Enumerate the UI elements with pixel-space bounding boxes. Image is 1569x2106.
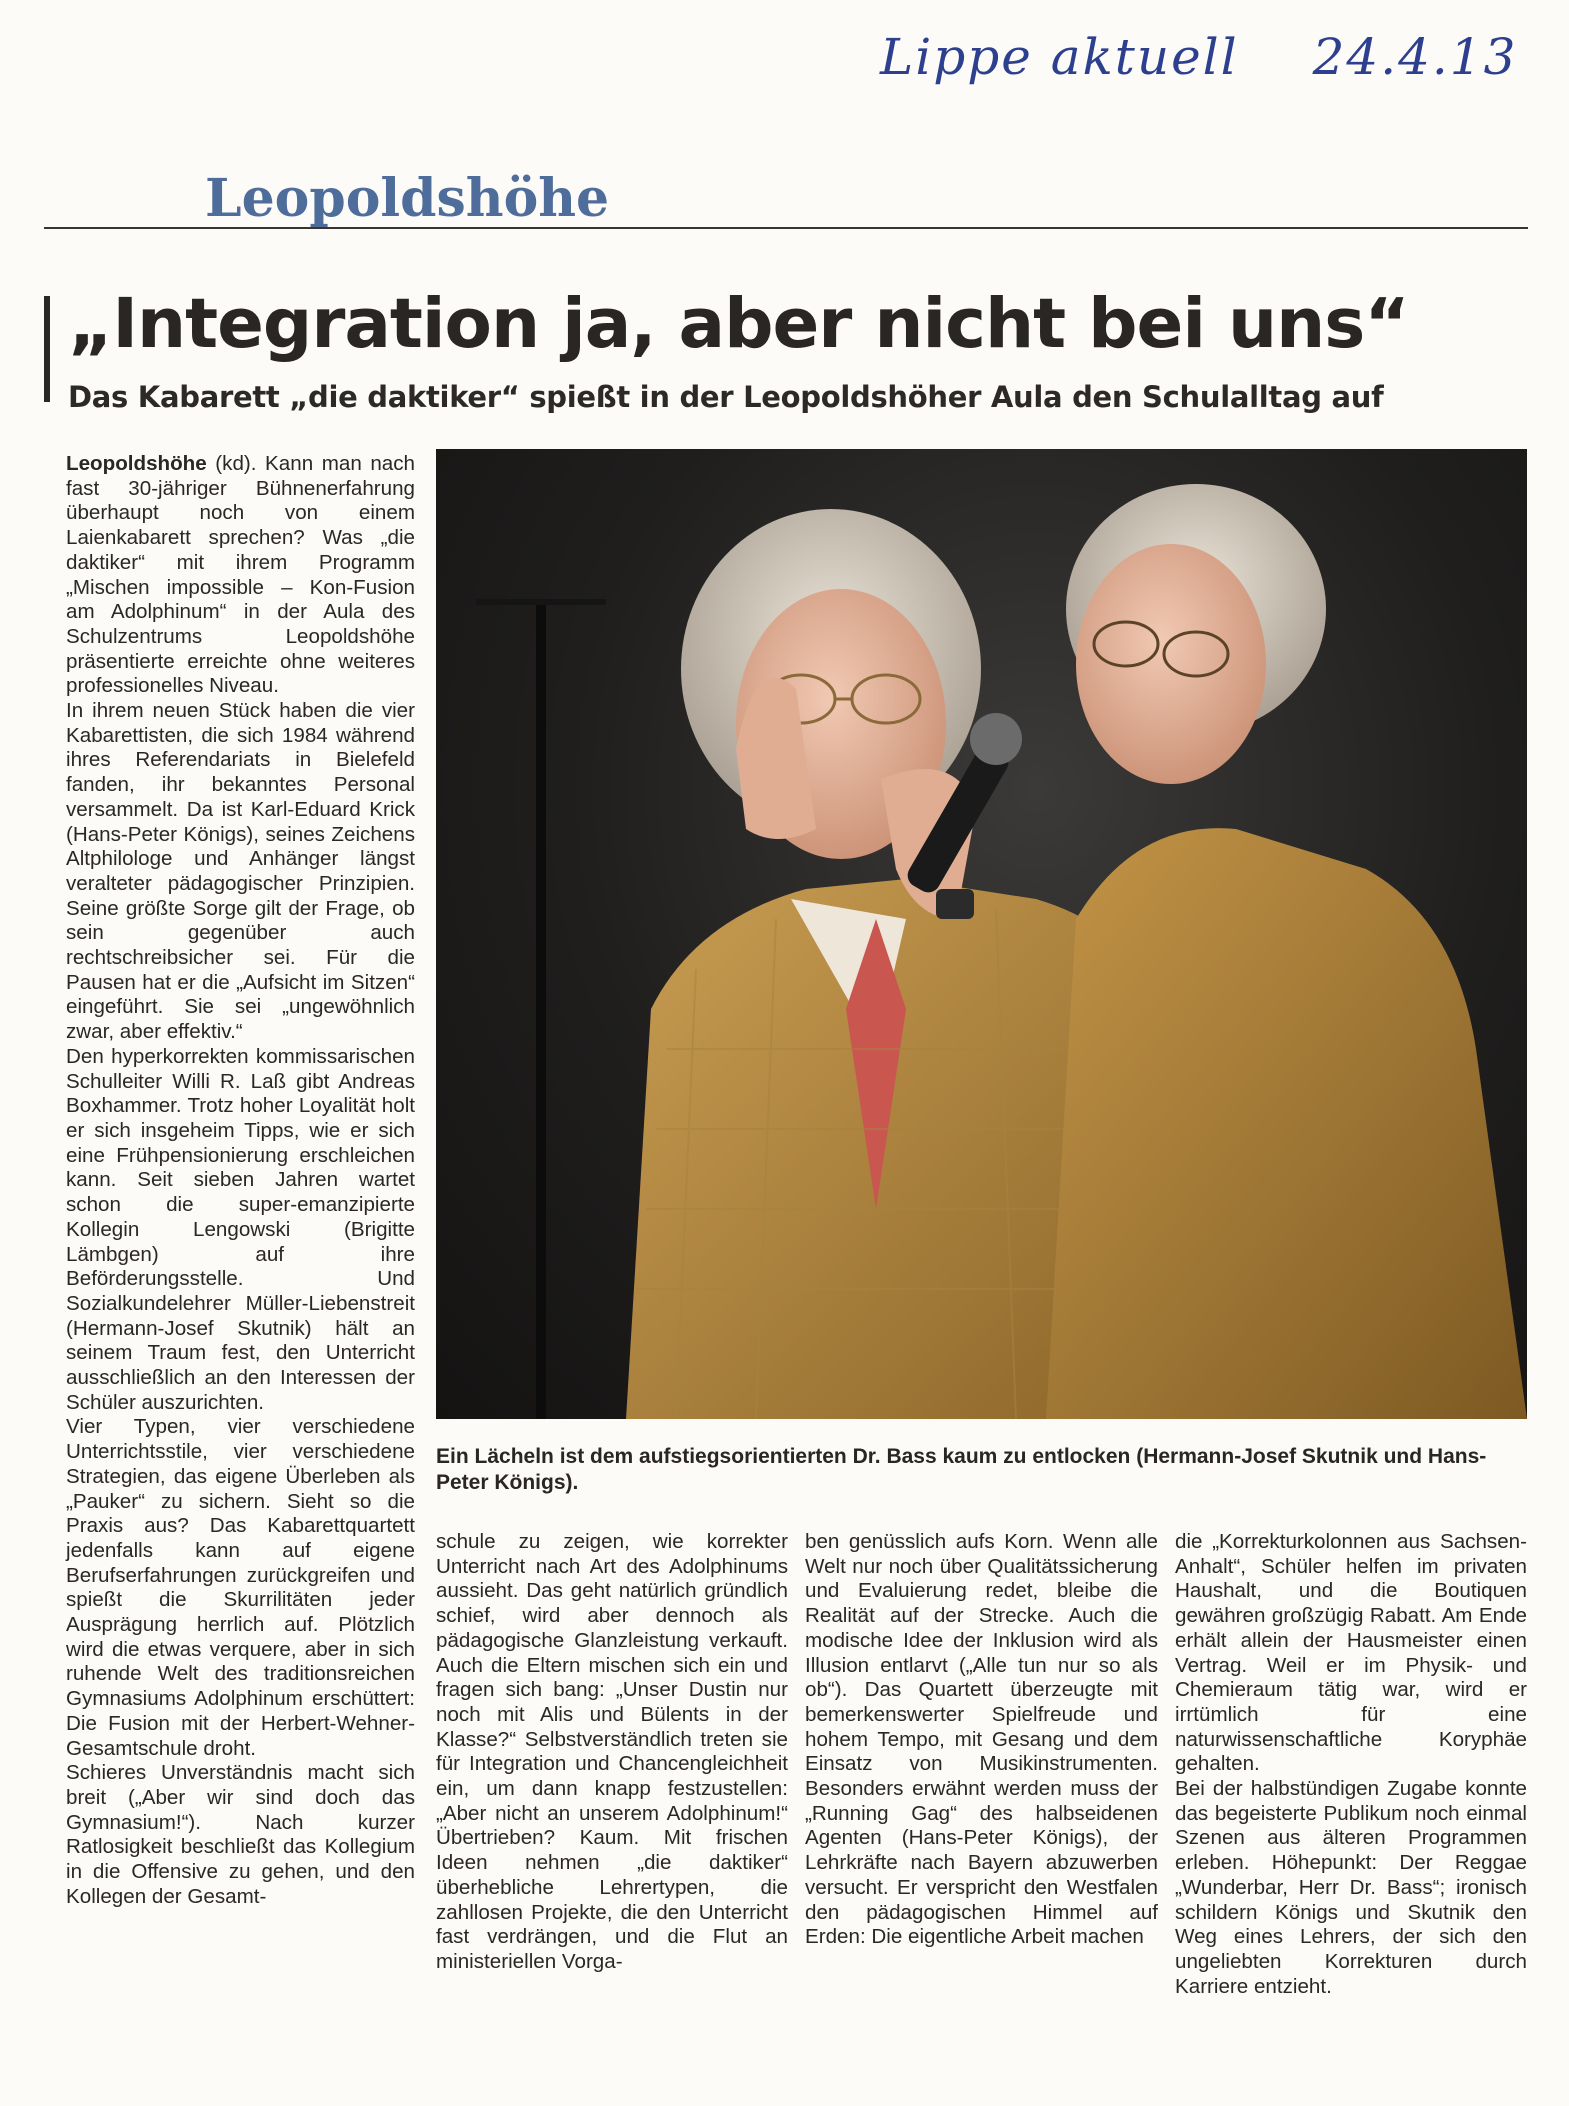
handwritten-source-note <box>880 28 1518 138</box>
headline: „Integration ja, aber nicht bei uns“ <box>68 284 1409 364</box>
article-column-1 <box>66 452 415 2052</box>
article-paragraph: ben genüsslich aufs Korn. Wenn alle Welt nur noch über Qualitätssicherung und Evaluierung redet, bleibe die Realität auf der Strecke. Auch die modische Idee der Inklusion wird als Illusion entlarvt („Alle tun nur so als ob“). Das Quartett überzeugte mit bemerkenswerter Spielfreude und hohem Tempo, mit Gesang und dem Einsatz von Musikinstrumenten. Besonders erwähnt werden muss der „Running Gag“ des halbseidenen Agenten (Hans-Peter Königs), der Lehrkräfte nach Bayern abzuwerben versucht. Er verspricht den Westfalen den pädagogischen Himmel auf Erden: Die eigentliche Arbeit machen <box>805 1530 1158 1949</box>
article-paragraph: schule zu zeigen, wie korrekter Unterricht nach Art des Adolphinums aussieht. Das geht natürlich gründlich schief, wird aber dennoch als pädagogische Glanzleistung verkauft. Auch die Eltern mischen sich ein und fragen sich bang: „Unser Dustin nur noch mit Alis und Bülents in der Klasse?“ Selbstverständlich treten sie für Integration und Chancengleichheit ein, um dann knapp festzustellen: „Aber nicht an unserem Adolphinum!“ Übertrieben? Kaum. Mit frischen Ideen nehmen „die daktiker“ überhebliche Lehrertypen, die zahllosen Projekte, die den Unterricht fast verdrängen, und die Flut an ministeriellen Vorga- <box>436 1530 788 1973</box>
article-paragraph: Vier Typen, vier verschiedene Unterrichtsstile, vier verschiedene Strategien, das eigene Überleben als „Pauker“ zu sichern. Sieht so die Praxis aus? Das Kabarettquartett jedenfalls kann auf eigene Berufserfahrungen zurückgreifen und spießt die Skurrilitäten jeder Ausprägung herrlich auf. Plötzlich wird die etwas verquere, aber in sich ruhende Welt des traditionsreichen Gymnasiums Adolphinum erschüttert: Die Fusion mit der Herbert-Wehner-Gesamtschule droht. <box>66 1415 415 1760</box>
handwritten-date: 24.4.13 <box>1312 28 1518 86</box>
article-paragraph: In ihrem neuen Stück haben die vier Kabarettisten, die sich 1984 während ihres Referendariats in Bielefeld fanden, ihr bekanntes Personal versammelt. Da ist Karl-Eduard Krick (Hans-Peter Königs), seines Zeichens Altphilologe und Anhänger längst veralteter pädagogischer Prinzipien. Seine größte Sorge gilt der Frage, ob sein gegenüber auch rechtschreibsicher sei. Für die Pausen hat er die „Aufsicht im Sitzen“ eingeführt. Sie sei „ungewöhnlich zwar, aber effektiv.“ <box>66 699 415 1044</box>
article-column-2 <box>436 1530 788 2070</box>
article-paragraph: Schieres Unverständnis macht sich breit („Aber wir sind doch das Gymnasium!“). Nach kurzer Ratlosigkeit beschließt das Kollegium in die Offensive zu gehen, und den Kollegen der Gesamt- <box>66 1761 415 1908</box>
article-paragraph: Leopoldshöhe (kd). Kann man nach fast 30-jähriger Bühnenerfahrung überhaupt noch von einem Laienkabarett sprechen? Was „die daktiker“ mit ihrem Programm „Mischen impossible – Kon-Fusion am Adolphinum“ in der Aula des Schulzentrums Leopoldshöhe präsentierte erreichte ohne weiteres professionelles Niveau. <box>66 452 415 698</box>
right-man-jacket <box>1046 828 1527 1419</box>
dateline: Leopoldshöhe <box>66 452 207 475</box>
photo-caption: Ein Lächeln ist dem aufstiegsorientierten Dr. Bass kaum zu entlocken (Hermann-Josef Skutnik und Hans-Peter Königs). <box>436 1445 1487 1494</box>
mic-stand <box>536 599 546 1419</box>
article-column-3 <box>805 1530 1158 2070</box>
handwritten-source: Lippe aktuell <box>880 28 1239 86</box>
headline-accent-bar <box>44 296 50 402</box>
article-paragraph: Bei der halbstündigen Zugabe konnte das begeisterte Publikum noch einmal Szenen aus älteren Programmen erleben. Höhepunkt: Der Reggae „Wunderbar, Herr Dr. Bass“; ironisch schildern Königs und Skutnik den Weg eines Lehrers, der sich den ungeliebten Korrekturen durch Karriere entzieht. <box>1175 1777 1527 1998</box>
wristwatch <box>936 889 974 919</box>
article-column-4 <box>1175 1530 1527 2070</box>
section-title: Leopoldshöhe <box>205 168 610 229</box>
subheadline: Das Kabarett „die daktiker“ spießt in der Leopoldshöher Aula den Schulalltag auf <box>68 380 1384 414</box>
right-man-face <box>1076 544 1266 784</box>
article-paragraph: Den hyperkorrekten kommissarischen Schulleiter Willi R. Laß gibt Andreas Boxhammer. Trotz hoher Loyalität holt er sich insgeheim Tipps, wie er sich eine Frühpensionierung erschleichen kann. Seit sieben Jahren wartet schon die super-emanzipierte Kollegin Lengowski (Brigitte Lämbgen) auf ihre Beförderungsstelle. Und Sozialkundelehrer Müller-Liebenstreit (Hermann-Josef Skutnik) hält an seinem Traum fest, den Unterricht ausschließlich an den Interessen der Schüler auszurichten. <box>66 1044 415 1414</box>
stage-photo <box>436 449 1527 1419</box>
section-divider <box>44 227 1528 229</box>
photo-illustration <box>436 449 1527 1419</box>
article-paragraph: die „Korrekturkolonnen aus Sachsen-Anhalt“, Schüler helfen im privaten Haushalt, und die Boutiquen gewähren großzügig Rabatt. Am Ende erhält allein der Hausmeister einen Vertrag. Weil er im Physik- und Chemieraum tätig war, wird er irrtümlich für eine naturwissenschaftliche Koryphäe gehalten. <box>1175 1530 1527 1776</box>
